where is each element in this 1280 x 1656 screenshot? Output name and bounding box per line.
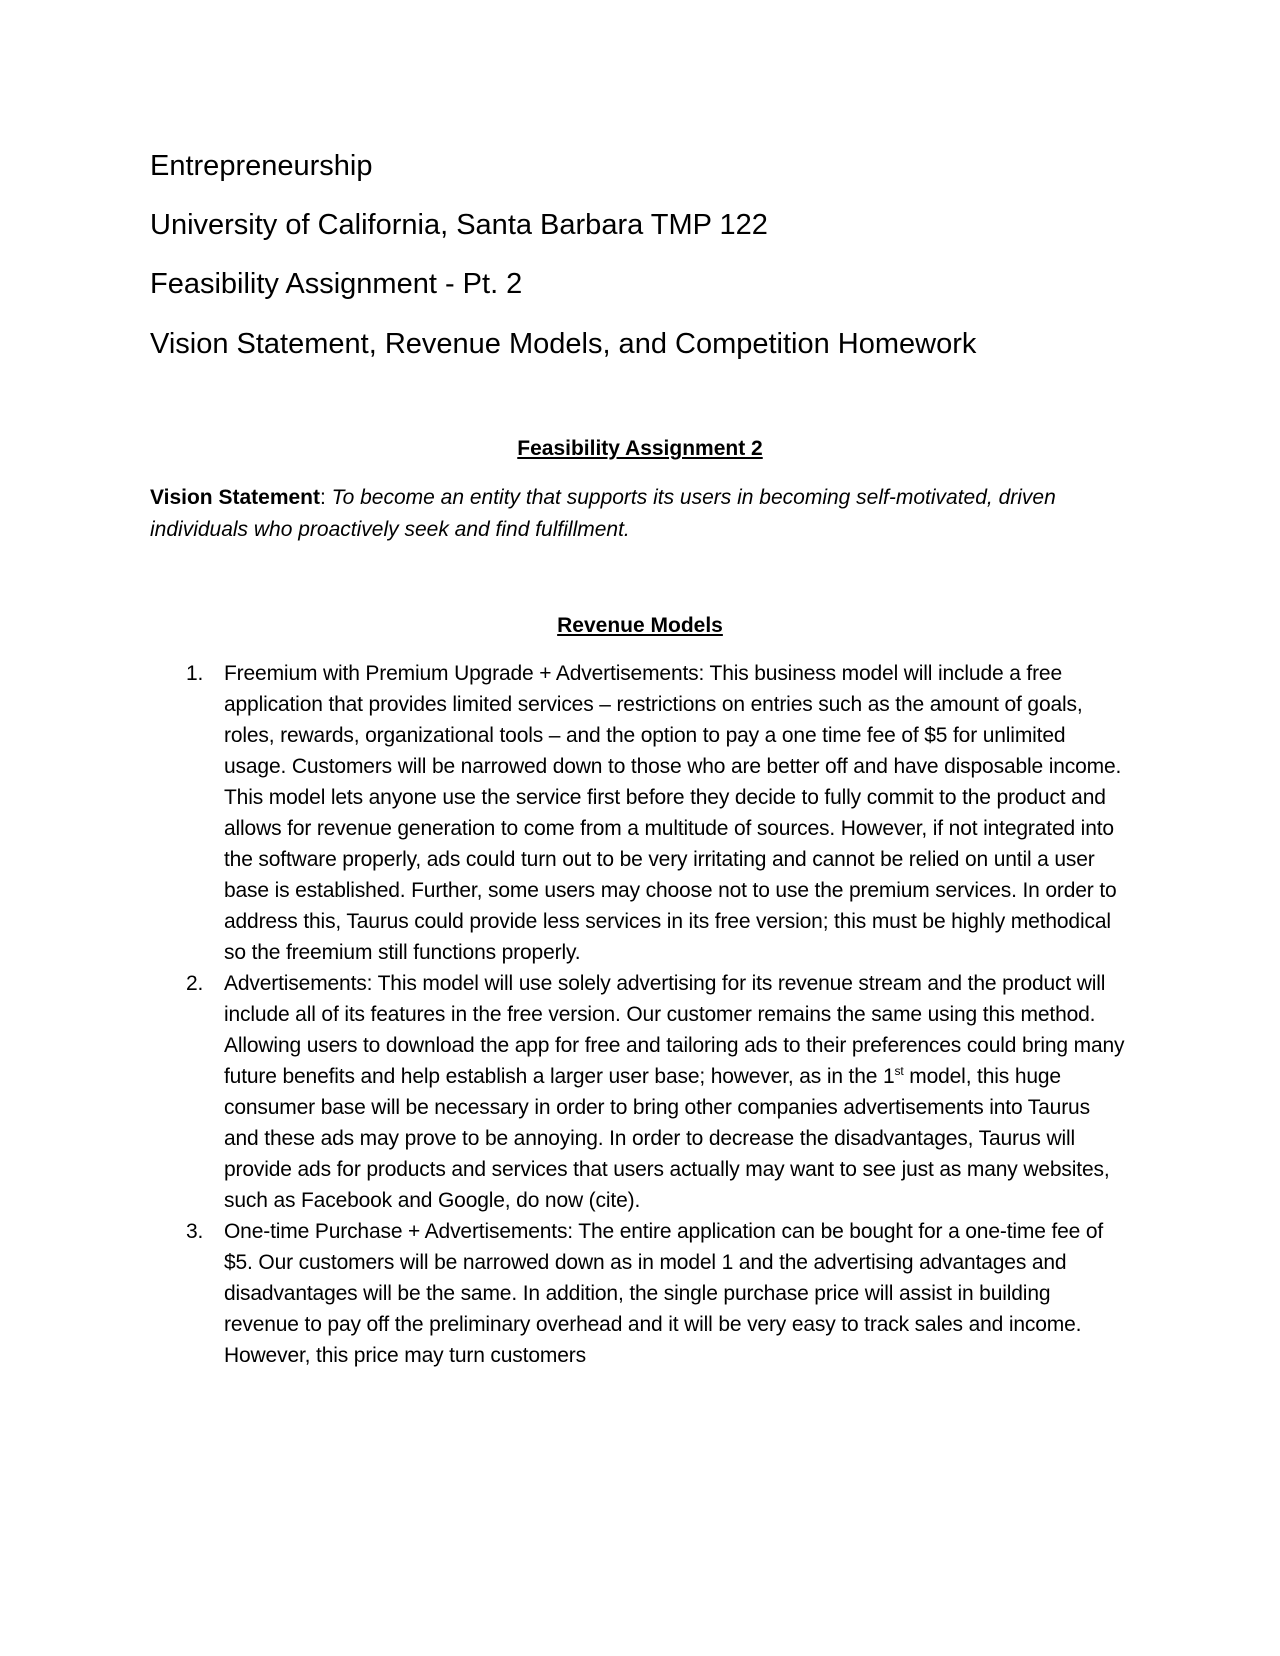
vision-label: Vision Statement bbox=[150, 486, 320, 509]
vision-text: To become an entity that supports its users in becoming self-motivated, driven individuals who proactively seek and find fulfillment. bbox=[150, 486, 1056, 541]
list-item-text: Freemium with Premium Upgrade + Advertisements: This business model will include a free application that provides limited services – restrictions on entries such as the amount of goals, roles, rewards, organizational tools – and the option to pay a one time fee of $5 for unlimited usage. Customers will be narrowed down to those who are better off and have disposable income. This model lets anyone use the service first before they decide to fully commit to the product and allows for revenue generation to come from a multitude of sources. However, if not integrated into the software properly, ads could turn out to be very irritating and cannot be relied on until a user base is established. Further, some users may choose not to use the premium services. In order to address this, Taurus could provide less services in its free version; this must be highly methodical so the freemium still functions properly. bbox=[224, 662, 1122, 964]
vision-statement bbox=[150, 482, 1080, 545]
list-item-number: 2. bbox=[186, 972, 204, 995]
list-item-number: 3. bbox=[186, 1220, 204, 1243]
institution-line: University of California, Santa Barbara TMP 122 bbox=[150, 209, 768, 241]
list-item bbox=[150, 968, 1130, 1216]
revenue-models-list bbox=[150, 658, 1130, 1371]
list-item-text: One-time Purchase + Advertisements: The entire application can be bought for a one-time fee of $5. Our customers will be narrowed down as in model 1 and the advertising advantages and disadvantages will be the same. In addition, the single purchase price will assist in building revenue to pay off the preliminary overhead and it will be very easy to track sales and income. However, this price may turn customers bbox=[224, 1220, 1104, 1367]
list-item bbox=[150, 1216, 1130, 1371]
topic-line: Vision Statement, Revenue Models, and Competition Homework bbox=[150, 328, 977, 360]
ordinal-superscript: st bbox=[894, 1064, 904, 1078]
feasibility-heading: Feasibility Assignment 2 bbox=[517, 437, 763, 460]
list-item-text-after: model, this huge consumer base will be necessary in order to bring other companies advertisements into Taurus and these ads may prove to be annoying. In order to decrease the disadvantages, Taurus will provide ads for products and services that users actually may want to see just as many websites, such as Facebook and Google, do now (cite). bbox=[224, 1065, 1110, 1212]
list-item-number: 1. bbox=[186, 662, 204, 685]
course-title: Entrepreneurship bbox=[150, 150, 373, 182]
revenue-heading: Revenue Models bbox=[557, 614, 723, 637]
list-item-text-before: Advertisements: This model will use solely advertising for its revenue stream and the product will include all of its features in the free version. Our customer remains the same using this method. Allowing users to download the app for free and tailoring ads to their preferences could bring many future benefits and help establish a larger user base; however, as in the 1 bbox=[224, 972, 1125, 1088]
assignment-line: Feasibility Assignment - Pt. 2 bbox=[150, 268, 523, 300]
vision-separator: : bbox=[320, 486, 326, 509]
list-item bbox=[150, 658, 1130, 968]
